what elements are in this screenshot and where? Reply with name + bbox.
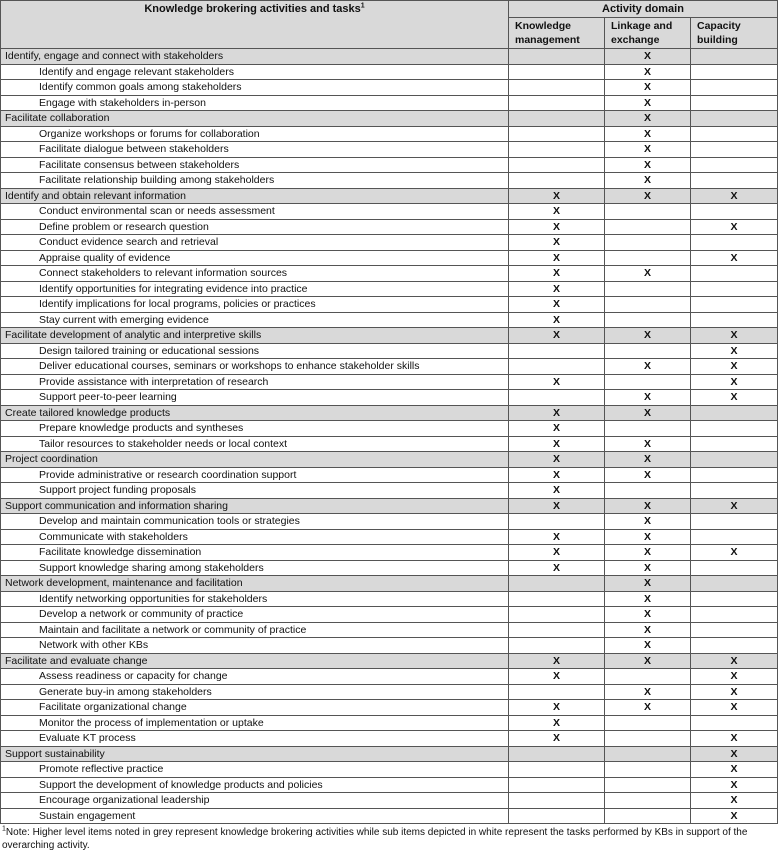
cell-linkage-exchange: X — [605, 328, 691, 344]
task-row — [1, 64, 778, 80]
cell-knowledge-management: X — [509, 235, 605, 251]
task-row — [1, 281, 778, 297]
row-label: Facilitate dialogue between stakeholders — [1, 142, 509, 158]
row-label: Network development, maintenance and facilitation — [1, 576, 509, 592]
task-row — [1, 793, 778, 809]
task-row — [1, 715, 778, 731]
cell-knowledge-management — [509, 514, 605, 530]
cell-knowledge-management: X — [509, 731, 605, 747]
task-row — [1, 312, 778, 328]
task-row — [1, 591, 778, 607]
cell-linkage-exchange: X — [605, 390, 691, 406]
activity-row — [1, 498, 778, 514]
cell-linkage-exchange — [605, 219, 691, 235]
cell-knowledge-management — [509, 793, 605, 809]
cell-linkage-exchange: X — [605, 700, 691, 716]
row-label: Facilitate organizational change — [1, 700, 509, 716]
cell-capacity-building — [691, 467, 778, 483]
row-label: Support knowledge sharing among stakeholders — [1, 560, 509, 576]
task-row — [1, 204, 778, 220]
cell-capacity-building: X — [691, 700, 778, 716]
cell-knowledge-management — [509, 746, 605, 762]
row-label: Organize workshops or forums for collaboration — [1, 126, 509, 142]
cell-linkage-exchange: X — [605, 266, 691, 282]
activity-row — [1, 328, 778, 344]
cell-knowledge-management: X — [509, 467, 605, 483]
cell-capacity-building — [691, 591, 778, 607]
cell-linkage-exchange: X — [605, 95, 691, 111]
task-row — [1, 684, 778, 700]
cell-knowledge-management — [509, 638, 605, 654]
task-row — [1, 514, 778, 530]
cell-linkage-exchange — [605, 204, 691, 220]
task-row — [1, 390, 778, 406]
cell-knowledge-management — [509, 126, 605, 142]
cell-capacity-building: X — [691, 343, 778, 359]
row-label: Identify and obtain relevant information — [1, 188, 509, 204]
cell-capacity-building: X — [691, 762, 778, 778]
row-label: Support project funding proposals — [1, 483, 509, 499]
cell-linkage-exchange: X — [605, 653, 691, 669]
cell-linkage-exchange — [605, 343, 691, 359]
cell-linkage-exchange — [605, 777, 691, 793]
cell-knowledge-management: X — [509, 669, 605, 685]
cell-knowledge-management: X — [509, 281, 605, 297]
cell-capacity-building — [691, 111, 778, 127]
cell-linkage-exchange — [605, 250, 691, 266]
cell-linkage-exchange: X — [605, 514, 691, 530]
row-label: Create tailored knowledge products — [1, 405, 509, 421]
row-label: Promote reflective practice — [1, 762, 509, 778]
row-label: Design tailored training or educational sessions — [1, 343, 509, 359]
cell-linkage-exchange: X — [605, 622, 691, 638]
cell-capacity-building — [691, 126, 778, 142]
cell-knowledge-management: X — [509, 483, 605, 499]
header-capacity-building: Capacity building — [691, 18, 778, 49]
cell-capacity-building — [691, 95, 778, 111]
row-label: Identify implications for local programs, policies or practices — [1, 297, 509, 313]
cell-knowledge-management: X — [509, 653, 605, 669]
task-row — [1, 777, 778, 793]
task-row — [1, 343, 778, 359]
task-row — [1, 173, 778, 189]
cell-linkage-exchange: X — [605, 173, 691, 189]
cell-linkage-exchange: X — [605, 498, 691, 514]
cell-capacity-building — [691, 421, 778, 437]
cell-linkage-exchange — [605, 715, 691, 731]
row-label: Support communication and information sharing — [1, 498, 509, 514]
cell-knowledge-management: X — [509, 560, 605, 576]
cell-linkage-exchange — [605, 281, 691, 297]
activity-row — [1, 576, 778, 592]
cell-knowledge-management: X — [509, 545, 605, 561]
cell-knowledge-management — [509, 576, 605, 592]
cell-capacity-building — [691, 281, 778, 297]
cell-knowledge-management: X — [509, 498, 605, 514]
cell-capacity-building: X — [691, 498, 778, 514]
cell-capacity-building — [691, 80, 778, 96]
activity-row — [1, 452, 778, 468]
row-label: Develop and maintain communication tools or strategies — [1, 514, 509, 530]
cell-knowledge-management: X — [509, 297, 605, 313]
cell-knowledge-management: X — [509, 204, 605, 220]
row-label: Develop a network or community of practice — [1, 607, 509, 623]
cell-linkage-exchange: X — [605, 126, 691, 142]
cell-capacity-building — [691, 560, 778, 576]
header-linkage-exchange: Linkage and exchange — [605, 18, 691, 49]
cell-linkage-exchange — [605, 762, 691, 778]
row-label: Prepare knowledge products and syntheses — [1, 421, 509, 437]
row-label: Identify networking opportunities for stakeholders — [1, 591, 509, 607]
task-row — [1, 250, 778, 266]
cell-linkage-exchange: X — [605, 467, 691, 483]
cell-linkage-exchange: X — [605, 591, 691, 607]
cell-knowledge-management: X — [509, 452, 605, 468]
task-row — [1, 436, 778, 452]
task-row — [1, 638, 778, 654]
cell-knowledge-management — [509, 762, 605, 778]
cell-linkage-exchange: X — [605, 576, 691, 592]
row-label: Facilitate development of analytic and interpretive skills — [1, 328, 509, 344]
cell-capacity-building: X — [691, 653, 778, 669]
cell-capacity-building: X — [691, 746, 778, 762]
cell-linkage-exchange — [605, 297, 691, 313]
cell-linkage-exchange: X — [605, 545, 691, 561]
task-row — [1, 359, 778, 375]
row-label: Sustain engagement — [1, 808, 509, 824]
cell-knowledge-management — [509, 684, 605, 700]
cell-linkage-exchange: X — [605, 638, 691, 654]
cell-knowledge-management: X — [509, 405, 605, 421]
cell-linkage-exchange: X — [605, 405, 691, 421]
activity-row — [1, 111, 778, 127]
cell-linkage-exchange: X — [605, 80, 691, 96]
row-label: Assess readiness or capacity for change — [1, 669, 509, 685]
task-row — [1, 142, 778, 158]
row-label: Identify, engage and connect with stakeholders — [1, 49, 509, 65]
cell-linkage-exchange: X — [605, 49, 691, 65]
row-label: Monitor the process of implementation or uptake — [1, 715, 509, 731]
cell-capacity-building — [691, 405, 778, 421]
row-label: Facilitate knowledge dissemination — [1, 545, 509, 561]
cell-linkage-exchange: X — [605, 560, 691, 576]
row-label: Evaluate KT process — [1, 731, 509, 747]
cell-knowledge-management — [509, 49, 605, 65]
cell-capacity-building: X — [691, 545, 778, 561]
cell-linkage-exchange — [605, 808, 691, 824]
row-label: Support the development of knowledge products and policies — [1, 777, 509, 793]
header-activity-domain: Activity domain — [509, 1, 778, 18]
row-label: Maintain and facilitate a network or community of practice — [1, 622, 509, 638]
cell-knowledge-management — [509, 390, 605, 406]
row-label: Stay current with emerging evidence — [1, 312, 509, 328]
cell-linkage-exchange: X — [605, 607, 691, 623]
cell-capacity-building: X — [691, 793, 778, 809]
cell-linkage-exchange — [605, 731, 691, 747]
cell-capacity-building: X — [691, 250, 778, 266]
activity-row — [1, 188, 778, 204]
cell-capacity-building: X — [691, 808, 778, 824]
task-row — [1, 95, 778, 111]
cell-linkage-exchange: X — [605, 529, 691, 545]
cell-linkage-exchange — [605, 669, 691, 685]
cell-knowledge-management — [509, 64, 605, 80]
task-row — [1, 219, 778, 235]
cell-knowledge-management: X — [509, 312, 605, 328]
cell-knowledge-management: X — [509, 436, 605, 452]
cell-capacity-building — [691, 173, 778, 189]
cell-linkage-exchange — [605, 421, 691, 437]
task-row — [1, 545, 778, 561]
row-label: Network with other KBs — [1, 638, 509, 654]
footnote-marker: 1 — [360, 2, 365, 10]
row-label: Facilitate and evaluate change — [1, 653, 509, 669]
activity-row — [1, 405, 778, 421]
row-label: Provide assistance with interpretation of research — [1, 374, 509, 390]
task-row — [1, 700, 778, 716]
cell-knowledge-management — [509, 142, 605, 158]
cell-capacity-building — [691, 157, 778, 173]
cell-linkage-exchange — [605, 374, 691, 390]
cell-capacity-building: X — [691, 359, 778, 375]
cell-knowledge-management — [509, 111, 605, 127]
cell-linkage-exchange — [605, 793, 691, 809]
cell-knowledge-management: X — [509, 328, 605, 344]
cell-capacity-building — [691, 142, 778, 158]
row-label: Connect stakeholders to relevant information sources — [1, 266, 509, 282]
header-activities-tasks — [1, 1, 509, 49]
task-row — [1, 266, 778, 282]
cell-knowledge-management — [509, 607, 605, 623]
task-row — [1, 421, 778, 437]
task-row — [1, 235, 778, 251]
cell-capacity-building: X — [691, 669, 778, 685]
cell-capacity-building — [691, 297, 778, 313]
cell-capacity-building — [691, 452, 778, 468]
row-label: Facilitate collaboration — [1, 111, 509, 127]
cell-knowledge-management: X — [509, 266, 605, 282]
cell-knowledge-management — [509, 808, 605, 824]
row-label: Support peer-to-peer learning — [1, 390, 509, 406]
row-label: Conduct evidence search and retrieval — [1, 235, 509, 251]
cell-capacity-building — [691, 312, 778, 328]
footnote-sup: 1 — [2, 825, 6, 833]
row-label: Encourage organizational leadership — [1, 793, 509, 809]
row-label: Tailor resources to stakeholder needs or local context — [1, 436, 509, 452]
task-row — [1, 808, 778, 824]
activity-row — [1, 746, 778, 762]
task-row — [1, 126, 778, 142]
task-row — [1, 607, 778, 623]
cell-knowledge-management — [509, 80, 605, 96]
row-label: Identify and engage relevant stakeholders — [1, 64, 509, 80]
cell-knowledge-management: X — [509, 250, 605, 266]
cell-capacity-building — [691, 576, 778, 592]
cell-capacity-building — [691, 715, 778, 731]
row-label: Facilitate relationship building among stakeholders — [1, 173, 509, 189]
cell-knowledge-management: X — [509, 715, 605, 731]
cell-linkage-exchange — [605, 312, 691, 328]
task-row — [1, 529, 778, 545]
row-label: Generate buy-in among stakeholders — [1, 684, 509, 700]
cell-capacity-building: X — [691, 188, 778, 204]
cell-capacity-building: X — [691, 731, 778, 747]
table-body — [1, 49, 778, 824]
cell-knowledge-management — [509, 173, 605, 189]
cell-knowledge-management: X — [509, 700, 605, 716]
task-row — [1, 731, 778, 747]
task-row — [1, 560, 778, 576]
cell-linkage-exchange: X — [605, 64, 691, 80]
row-label: Identify opportunities for integrating evidence into practice — [1, 281, 509, 297]
task-row — [1, 669, 778, 685]
task-row — [1, 157, 778, 173]
task-row — [1, 467, 778, 483]
task-row — [1, 297, 778, 313]
row-label: Conduct environmental scan or needs assessment — [1, 204, 509, 220]
cell-capacity-building — [691, 49, 778, 65]
cell-capacity-building — [691, 622, 778, 638]
cell-knowledge-management: X — [509, 219, 605, 235]
cell-linkage-exchange: X — [605, 111, 691, 127]
cell-capacity-building: X — [691, 219, 778, 235]
cell-knowledge-management — [509, 343, 605, 359]
row-label: Provide administrative or research coordination support — [1, 467, 509, 483]
row-label: Deliver educational courses, seminars or workshops to enhance stakeholder skills — [1, 359, 509, 375]
cell-linkage-exchange: X — [605, 157, 691, 173]
cell-capacity-building — [691, 64, 778, 80]
cell-capacity-building: X — [691, 328, 778, 344]
cell-linkage-exchange: X — [605, 436, 691, 452]
cell-linkage-exchange: X — [605, 188, 691, 204]
activity-row — [1, 653, 778, 669]
activity-row — [1, 49, 778, 65]
cell-capacity-building — [691, 514, 778, 530]
header-activities-label: Knowledge brokering activities and tasks — [144, 3, 361, 15]
cell-knowledge-management — [509, 157, 605, 173]
cell-capacity-building — [691, 638, 778, 654]
cell-linkage-exchange — [605, 483, 691, 499]
cell-capacity-building: X — [691, 390, 778, 406]
cell-linkage-exchange: X — [605, 142, 691, 158]
cell-knowledge-management — [509, 777, 605, 793]
cell-capacity-building — [691, 529, 778, 545]
row-label: Project coordination — [1, 452, 509, 468]
table-footnote — [0, 824, 776, 852]
cell-linkage-exchange — [605, 746, 691, 762]
cell-capacity-building — [691, 607, 778, 623]
cell-knowledge-management: X — [509, 374, 605, 390]
row-label: Communicate with stakeholders — [1, 529, 509, 545]
cell-linkage-exchange: X — [605, 684, 691, 700]
cell-knowledge-management — [509, 591, 605, 607]
cell-capacity-building — [691, 266, 778, 282]
task-row — [1, 762, 778, 778]
cell-capacity-building: X — [691, 684, 778, 700]
task-row — [1, 622, 778, 638]
cell-knowledge-management: X — [509, 188, 605, 204]
row-label: Define problem or research question — [1, 219, 509, 235]
cell-linkage-exchange: X — [605, 452, 691, 468]
row-label: Support sustainability — [1, 746, 509, 762]
cell-knowledge-management — [509, 622, 605, 638]
cell-linkage-exchange — [605, 235, 691, 251]
cell-capacity-building: X — [691, 374, 778, 390]
footnote-text: Note: Higher level items noted in grey represent knowledge brokering activities while sub items depicted in white represent the tasks performed by KBs in support of the overarching activity. — [2, 827, 748, 851]
task-row — [1, 80, 778, 96]
task-row — [1, 483, 778, 499]
cell-knowledge-management — [509, 359, 605, 375]
row-label: Appraise quality of evidence — [1, 250, 509, 266]
cell-knowledge-management: X — [509, 529, 605, 545]
cell-knowledge-management — [509, 95, 605, 111]
cell-capacity-building: X — [691, 777, 778, 793]
cell-capacity-building — [691, 436, 778, 452]
cell-capacity-building — [691, 483, 778, 499]
row-label: Facilitate consensus between stakeholders — [1, 157, 509, 173]
task-row — [1, 374, 778, 390]
cell-capacity-building — [691, 204, 778, 220]
cell-knowledge-management: X — [509, 421, 605, 437]
cell-capacity-building — [691, 235, 778, 251]
row-label: Engage with stakeholders in-person — [1, 95, 509, 111]
row-label: Identify common goals among stakeholders — [1, 80, 509, 96]
header-knowledge-management: Knowledge management — [509, 18, 605, 49]
cell-linkage-exchange: X — [605, 359, 691, 375]
